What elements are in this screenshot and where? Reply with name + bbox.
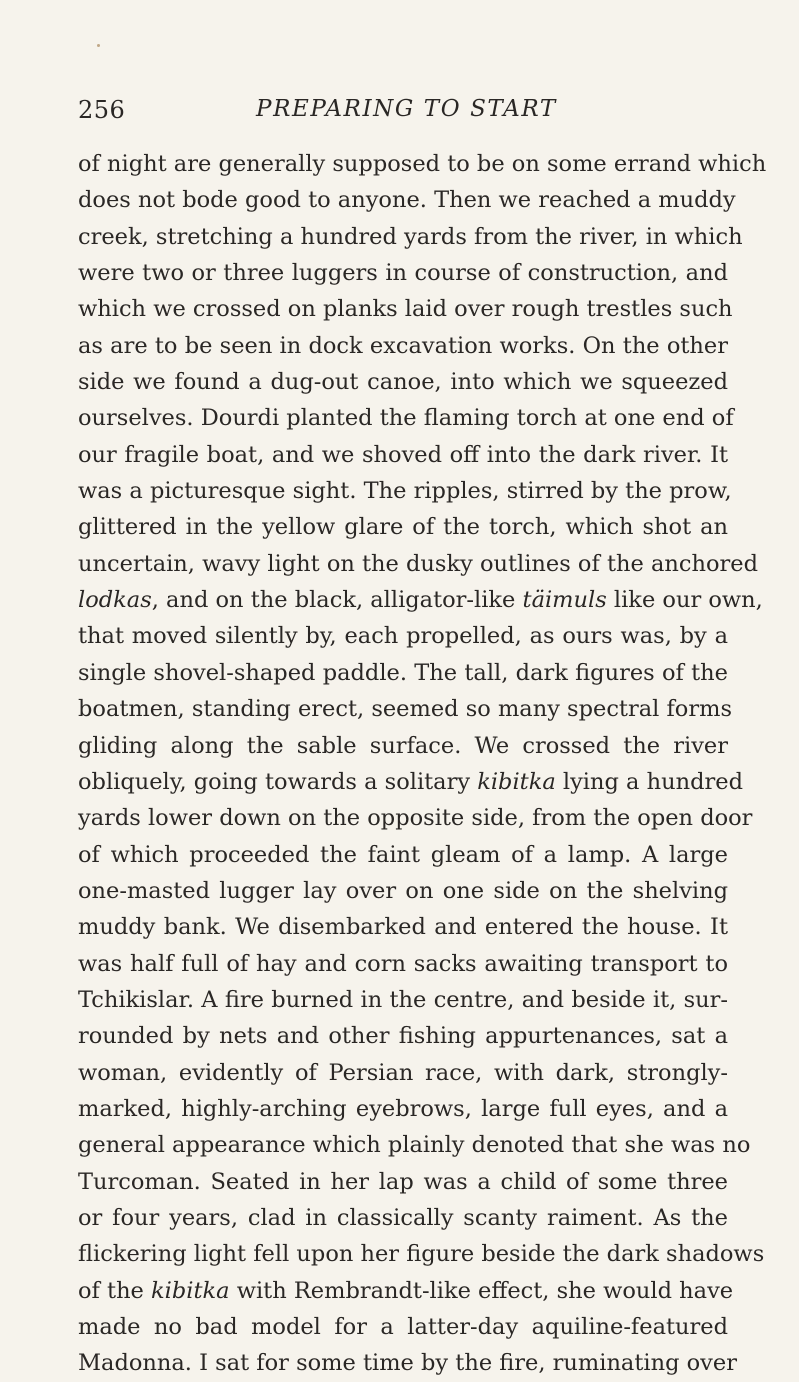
text-line — [78, 182, 736, 218]
text-run: side we found a dug-out canoe, into which we squeezed — [78, 369, 728, 396]
text-line — [78, 364, 728, 400]
text-run: of the — [78, 1277, 152, 1304]
text-run: woman, evidently of Persian race, with dark, strongly- — [78, 1059, 728, 1086]
text-run: which we crossed on planks laid over rough trestles such — [78, 296, 733, 323]
text-line — [78, 728, 728, 764]
text-line — [78, 982, 728, 1018]
text-run: marked, highly-arching eyebrows, large full eyes, and a — [78, 1095, 728, 1122]
italic-term: lodkas — [78, 587, 152, 614]
text-line — [78, 219, 743, 255]
text-run: muddy bank. We disembarked and entered the house. It — [78, 914, 728, 941]
text-run: uncertain, wavy light on the dusky outlines of the anchored — [78, 550, 758, 577]
text-line — [78, 946, 728, 982]
text-line — [78, 582, 763, 618]
text-run: boatmen, standing erect, seemed so many spectral forms — [78, 696, 732, 723]
text-line — [78, 1127, 751, 1163]
text-line — [78, 1273, 734, 1309]
text-run: Tchikislar. A fire burned in the centre, and beside it, sur- — [78, 986, 728, 1013]
running-title: PREPARING TO START — [256, 96, 557, 122]
page-number: 256 — [78, 96, 126, 124]
text-line — [78, 1018, 728, 1054]
text-line — [78, 1236, 765, 1272]
text-run: general appearance which plainly denoted that she was no — [78, 1132, 751, 1159]
text-run: Turcoman. Seated in her lap was a child of some three — [78, 1168, 728, 1195]
text-line — [78, 1309, 728, 1345]
text-run: was half full of hay and corn sacks awaiting transport to — [78, 950, 728, 977]
text-line — [78, 837, 728, 873]
text-run: flickering light fell upon her figure beside the dark shadows — [78, 1241, 765, 1268]
text-run: ourselves. Dourdi planted the flaming torch at one end of — [78, 405, 734, 432]
text-run: were two or three luggers in course of construction, and — [78, 260, 728, 287]
text-run: rounded by nets and other fishing appurtenances, sat a — [78, 1023, 728, 1050]
text-run: of night are generally supposed to be on some errand which — [78, 151, 767, 177]
text-line — [78, 1091, 728, 1127]
text-run: our fragile boat, and we shoved off into the dark river. It — [78, 441, 728, 468]
text-line — [78, 328, 728, 364]
text-line — [78, 800, 753, 836]
text-run: obliquely, going towards a solitary — [78, 768, 478, 795]
text-line — [78, 400, 734, 436]
text-line — [78, 655, 728, 691]
text-line — [78, 873, 728, 909]
text-line — [78, 1345, 737, 1381]
text-line — [78, 146, 767, 182]
text-line — [78, 509, 728, 545]
text-line — [78, 437, 728, 473]
text-line — [78, 618, 728, 654]
page-header — [78, 96, 728, 128]
text-run: Madonna. I sat for some time by the fire, ruminating over — [78, 1350, 737, 1377]
text-line — [78, 691, 732, 727]
text-run: , and on the black, alligator-like — [151, 587, 523, 614]
text-run: single shovel-shaped paddle. The tall, dark figures of the — [78, 659, 728, 686]
text-run: glittered in the yellow glare of the torch, which shot an — [78, 514, 728, 541]
italic-term: kibitka — [151, 1277, 230, 1304]
text-line — [78, 255, 728, 291]
body-text — [78, 146, 767, 1382]
text-run: made no bad model for a latter-day aquiline-featured — [78, 1314, 728, 1340]
text-line — [78, 546, 758, 582]
text-run: yards lower down on the opposite side, from the open door — [78, 805, 753, 832]
text-run: lying a hundred — [555, 768, 743, 795]
text-run: that moved silently by, each propelled, as ours was, by a — [78, 623, 728, 650]
italic-term: kibitka — [477, 768, 556, 795]
text-run: one-masted lugger lay over on one side on the shelving — [78, 877, 728, 904]
text-run: with Rembrandt-like effect, she would have — [229, 1277, 734, 1304]
text-line — [78, 909, 728, 945]
text-run: was a picturesque sight. The ripples, stirred by the prow, — [78, 478, 732, 505]
text-run: of which proceeded the faint gleam of a lamp. A large — [78, 841, 728, 868]
text-run: gliding along the sable surface. We crossed the river — [78, 732, 728, 759]
text-line — [78, 291, 733, 327]
text-line — [78, 764, 743, 800]
text-run: or four years, clad in classically scanty raiment. As the — [78, 1204, 728, 1231]
text-run: like our own, — [606, 587, 763, 614]
text-run: creek, stretching a hundred yards from the river, in which — [78, 223, 743, 250]
paper-speck — [97, 44, 100, 47]
text-run: does not bode good to anyone. Then we reached a muddy — [78, 187, 736, 214]
text-line — [78, 473, 732, 509]
text-run: as are to be seen in dock excavation works. On the other — [78, 332, 728, 359]
italic-term: täimuls — [522, 587, 607, 614]
text-line — [78, 1200, 728, 1236]
text-line — [78, 1164, 728, 1200]
text-line — [78, 1055, 728, 1091]
